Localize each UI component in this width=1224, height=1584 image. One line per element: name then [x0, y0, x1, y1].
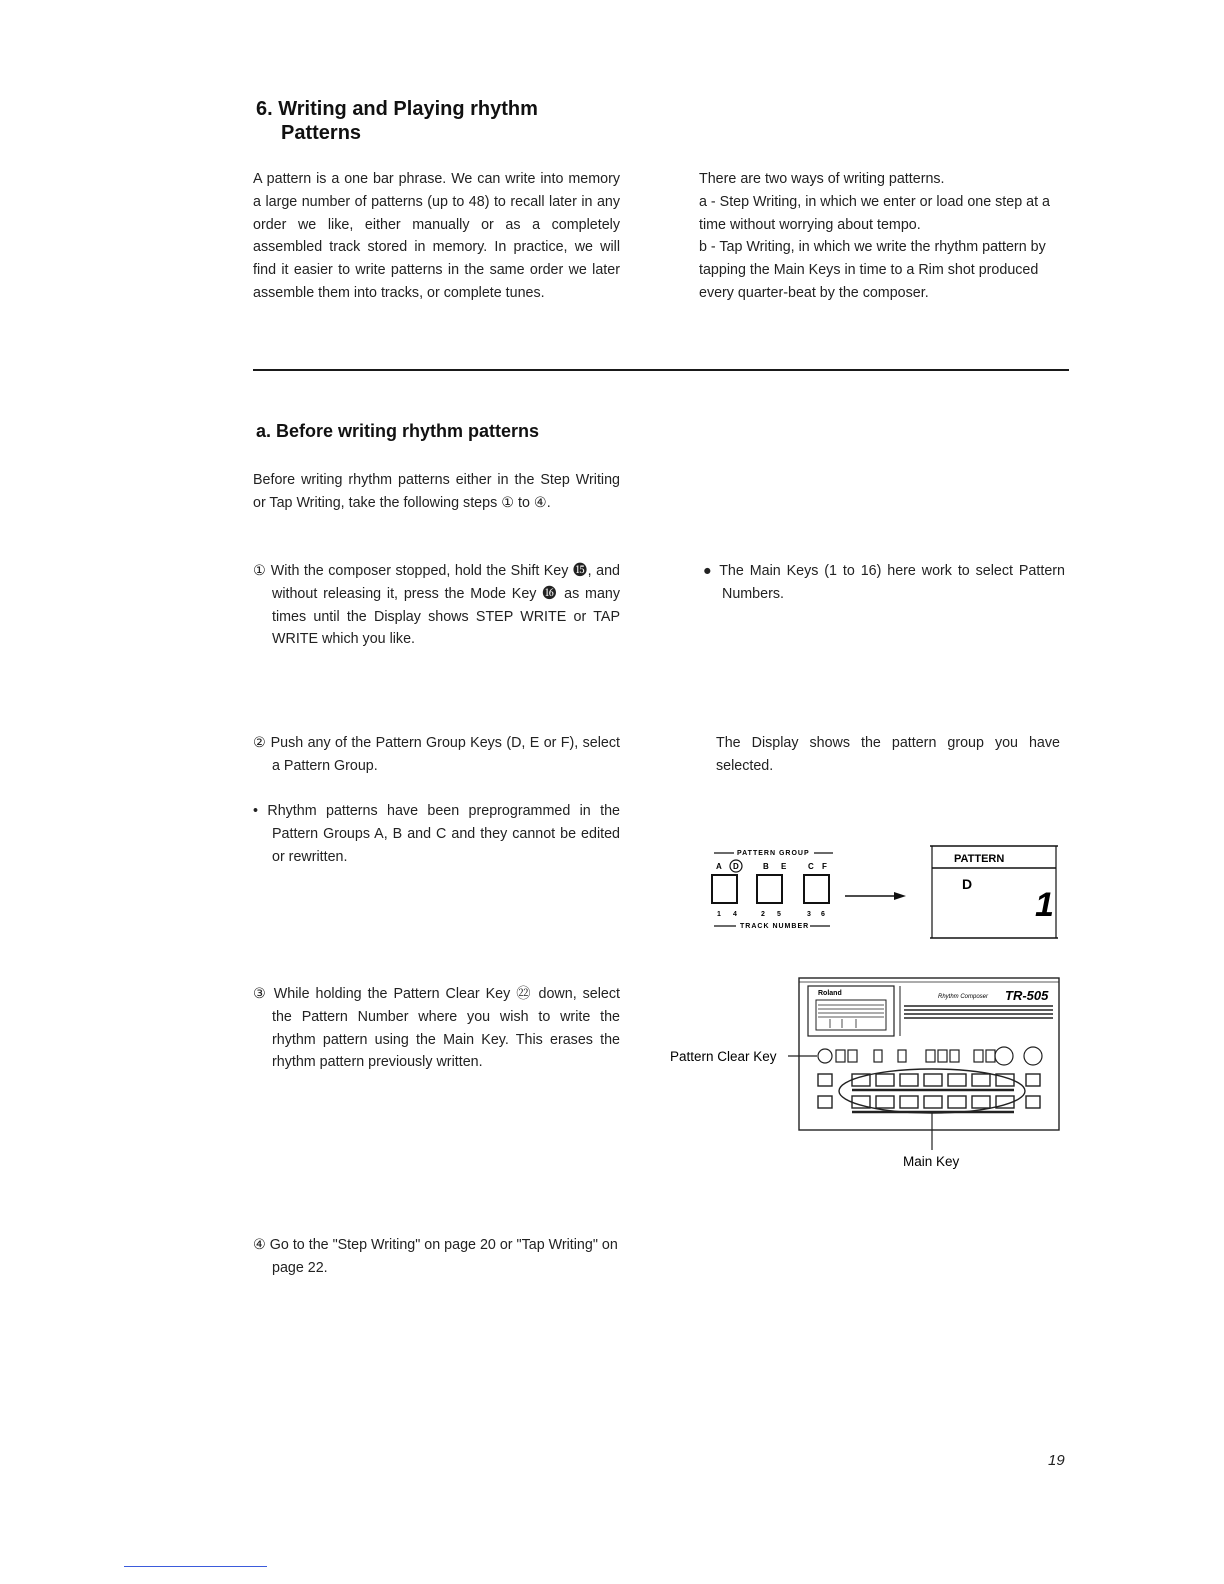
pattern-group-figure: [700, 840, 1070, 945]
display-group: D: [962, 876, 973, 892]
step-2-bullet-text: • Rhythm patterns have been preprogrammed in the Pattern Groups A, B and C and they cannot be edited or rewritten.: [253, 803, 620, 865]
step-3: [253, 983, 620, 1074]
group-key-1: [712, 875, 737, 903]
track-number: 2: [761, 911, 765, 918]
group-key-2: [757, 875, 782, 903]
model-name: TR-505: [1005, 988, 1049, 1003]
step-1: [253, 560, 620, 651]
group-letters: [716, 860, 827, 872]
intro-right-line2: a - Step Writing, in which we enter or load one step at a time without worrying about tempo.: [699, 193, 1050, 233]
step-3-text: ③ While holding the Pattern Clear Key ㉒ down, select the Pattern Number where you wish to write the rhythm pattern using the Main Key. This erases the rhythm pattern previously written.: [253, 986, 620, 1071]
pattern-display: [930, 846, 1058, 938]
track-number-footer: [714, 923, 830, 930]
intro-right-line3: b - Tap Writing, in which we write the rhythm pattern by tapping the Main Keys in time to a Rim shot produced every quarter-beat by the composer.: [699, 239, 1046, 301]
intro-left-column: [253, 168, 620, 305]
model-subtitle: Rhythm Composer: [938, 994, 989, 1000]
step-2-text: ② Push any of the Pattern Group Keys (D, E or F), select a Pattern Group.: [253, 735, 620, 774]
subsection-intro: [253, 469, 620, 515]
step-1-note: [703, 560, 1065, 606]
subsection-intro-text: Before writing rhythm patterns either in the Step Writing or Tap Writing, take the following steps ① to ④.: [253, 472, 620, 511]
step-2-note-text: The Display shows the pattern group you have selected.: [716, 735, 1060, 774]
page-number: 19: [1048, 1452, 1065, 1469]
pattern-group-label: PATTERN GROUP: [737, 850, 810, 857]
track-number: 3: [807, 911, 811, 918]
step-4-text: ④ Go to the "Step Writing" on page 20 or "Tap Writing" on page 22.: [253, 1237, 618, 1276]
subsection-heading: [256, 421, 756, 442]
section-number: 6.: [256, 98, 273, 120]
group-letter-f: F: [822, 862, 827, 871]
track-number: 6: [821, 911, 825, 918]
section-title-line2: Patterns: [281, 122, 362, 144]
track-number: 5: [777, 911, 781, 918]
pattern-clear-key-label: Pattern Clear Key: [670, 1049, 777, 1064]
section-heading: [256, 97, 656, 145]
footer-link-rule: [124, 1566, 267, 1567]
step-2-note: [716, 732, 1060, 778]
intro-right-line1: There are two ways of writing patterns.: [699, 171, 945, 187]
track-number: 1: [717, 911, 721, 918]
step-2: [253, 732, 620, 778]
step-4: [253, 1234, 633, 1280]
brand-logo: Roland: [818, 990, 842, 997]
intro-right-column: [699, 168, 1065, 305]
group-key-3: [804, 875, 829, 903]
group-letter-e: E: [781, 862, 787, 871]
intro-right-paragraph: [699, 168, 1065, 305]
main-key-label: Main Key: [903, 1154, 960, 1169]
group-letter-a: A: [716, 862, 722, 871]
panel-stripes: [904, 1006, 1053, 1018]
track-number: 4: [733, 911, 737, 918]
section-divider: [253, 369, 1069, 371]
display-number: 1: [1035, 886, 1054, 924]
step-1-text: ① With the composer stopped, hold the Shift Key ⓯, and without releasing it, press the Mode Key ⓰ as many times until the Display shows STEP WRITE or TAP WRITE which you like.: [253, 563, 620, 648]
control-buttons: [818, 1047, 1042, 1065]
intro-left-paragraph: A pattern is a one bar phrase. We can write into memory a large number of patterns (up to 48) to recall later in any order we like, either manually or as a completely assembled track stored in memory. In practice, we will find it easier to write patterns in the same order we later assemble them into tracks, or complete tunes.: [253, 171, 620, 301]
subsection-title: a. Before writing rhythm patterns: [256, 421, 540, 441]
track-numbers: [717, 911, 825, 918]
display-title: PATTERN: [954, 853, 1005, 865]
arrow-right-icon: [845, 892, 906, 900]
section-title-line1: Writing and Playing rhythm: [278, 98, 538, 120]
step-2-bullet: [253, 800, 620, 868]
step-1-note-text: ● The Main Keys (1 to 16) here work to select Pattern Numbers.: [703, 563, 1065, 602]
track-number-label: TRACK NUMBER: [740, 923, 810, 930]
group-letter-d: D: [733, 862, 739, 871]
group-letter-b: B: [763, 862, 769, 871]
group-letter-c: C: [808, 862, 814, 871]
lcd-screen: [816, 1000, 886, 1030]
device-figure: [660, 970, 1070, 1180]
pattern-group-header: [714, 850, 833, 857]
